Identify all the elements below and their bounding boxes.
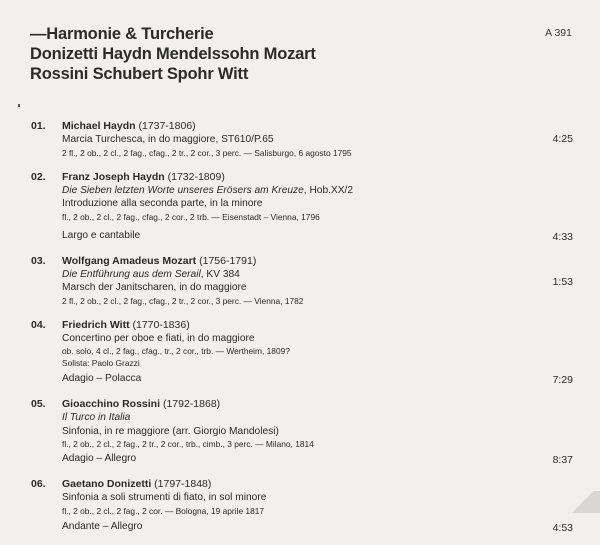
work-title-italic: Il Turco in Italia — [62, 412, 131, 423]
work-title-italic: Die Sieben letzten Worte unseres Erösers am Kreuze — [62, 184, 304, 196]
composer-name: Wolfgang Amadeus Mozart — [62, 254, 197, 267]
track-number: 02. — [31, 170, 46, 183]
movement: Adagio – Allegro — [62, 453, 137, 464]
track-duration: 4:25 — [552, 133, 573, 145]
work-title — [62, 268, 573, 282]
soloist: Solista: Paolo Grazzi — [62, 358, 140, 368]
composer-name: Gaetano Donizetti — [62, 478, 152, 490]
track-number: 01. — [31, 120, 46, 132]
composer-dates: (1770-1836) — [129, 318, 190, 331]
composer-dates: (1732-1809) — [164, 170, 225, 183]
track-01 — [31, 119, 573, 159]
track-heading — [31, 397, 573, 411]
track-duration: 4:53 — [552, 521, 573, 534]
work-title-italic: Die Entführung aus dem Serail — [62, 268, 201, 280]
movement: Adagio – Polacca — [62, 373, 142, 384]
catalog-number: A 391 — [545, 27, 572, 39]
scoring: fl., 2 ob., 2 cl., 2 fag., cfag., 2 cor., 2 trb. — Eisenstadt – Vienna, 1796 — [62, 211, 320, 222]
track-heading — [31, 170, 573, 184]
movement: Andante – Allegro — [62, 520, 143, 532]
track-duration: 1:53 — [552, 275, 573, 288]
track-05 — [31, 397, 573, 466]
track-number: 06. — [31, 478, 46, 490]
composer-dates: (1797-1848) — [151, 478, 212, 490]
composers-line-2: Rossini Schubert Spohr Witt — [30, 65, 249, 83]
scoring: fl., 2 ob., 2 cl., 2 fag., 2 cor. — Bologna, 19 aprile 1817 — [62, 505, 265, 516]
composer-name: Michael Haydn — [62, 120, 136, 132]
work-subtitle: Marsch der Janitscharen, in do maggiore — [62, 282, 247, 293]
scoring: 2 fl., 2 ob., 2 cl., 2 fag., cfag., 2 tr., 2 cor., 3 perc. — Salisburgo, 6 agosto 1795 — [62, 147, 352, 158]
track-02 — [31, 170, 573, 243]
movement: Largo e cantabile — [62, 229, 141, 241]
track-04 — [31, 318, 573, 387]
scoring: 2 fl., 2 ob., 2 cl., 2 fag., cfag., 2 tr., 2 cor., 3 perc. — Vienna, 1782 — [62, 295, 304, 306]
work-subtitle: Sinfonia, in re maggiore (arr. Giorgio Mandolesi) — [62, 425, 279, 437]
scoring: fl., 2 ob., 2 cl., 2 fag., 2 tr., 2 cor., trb., cimb., 3 perc. — Milano, 1814 — [62, 439, 314, 449]
track-heading — [31, 318, 573, 332]
track-06 — [31, 477, 573, 534]
track-heading — [31, 254, 573, 268]
composer-name: Gioacchino Rossini — [62, 398, 161, 410]
track-number: 03. — [31, 254, 46, 267]
track-number: 04. — [31, 318, 46, 331]
track-list — [31, 119, 573, 545]
track-duration: 8:37 — [552, 454, 573, 466]
track-duration: 4:33 — [552, 230, 573, 243]
composer-dates: (1737-1806) — [135, 120, 196, 132]
work-title: Sinfonia a soli strumenti di fiato, in sol minore — [62, 492, 267, 503]
work-title: Concertino per oboe e fiati, in do maggiore — [62, 332, 255, 344]
composer-dates: (1792-1868) — [160, 398, 221, 410]
track-03 — [31, 254, 573, 307]
work-catalog: , Hob.XX/2 — [303, 184, 354, 196]
album-header — [30, 24, 316, 84]
track-heading — [31, 477, 573, 491]
composer-dates: (1756-1791) — [196, 254, 257, 267]
composers-line-1: Donizetti Haydn Mendelssohn Mozart — [30, 45, 316, 63]
album-title: —Harmonie & Turcherie — [30, 25, 214, 43]
scoring: ob. solo, 4 cl., 2 fag., cfag., tr., 2 cor., trb. — Wertheim, 1809? — [62, 346, 290, 356]
print-speck — [18, 104, 20, 107]
work-subtitle: Introduzione alla seconda parte, in la minore — [62, 198, 263, 209]
composer-name: Friedrich Witt — [62, 318, 130, 331]
work-title — [62, 184, 573, 198]
work-catalog: , KV 384 — [200, 268, 240, 280]
track-heading — [31, 119, 573, 133]
track-duration: 7:29 — [552, 374, 573, 386]
composer-name: Franz Joseph Haydn — [62, 170, 165, 183]
work-title: Marcia Turchesca, in do maggiore, ST610/P.65 — [62, 134, 274, 145]
track-number: 05. — [31, 398, 46, 410]
page-corner-fold — [566, 491, 600, 513]
